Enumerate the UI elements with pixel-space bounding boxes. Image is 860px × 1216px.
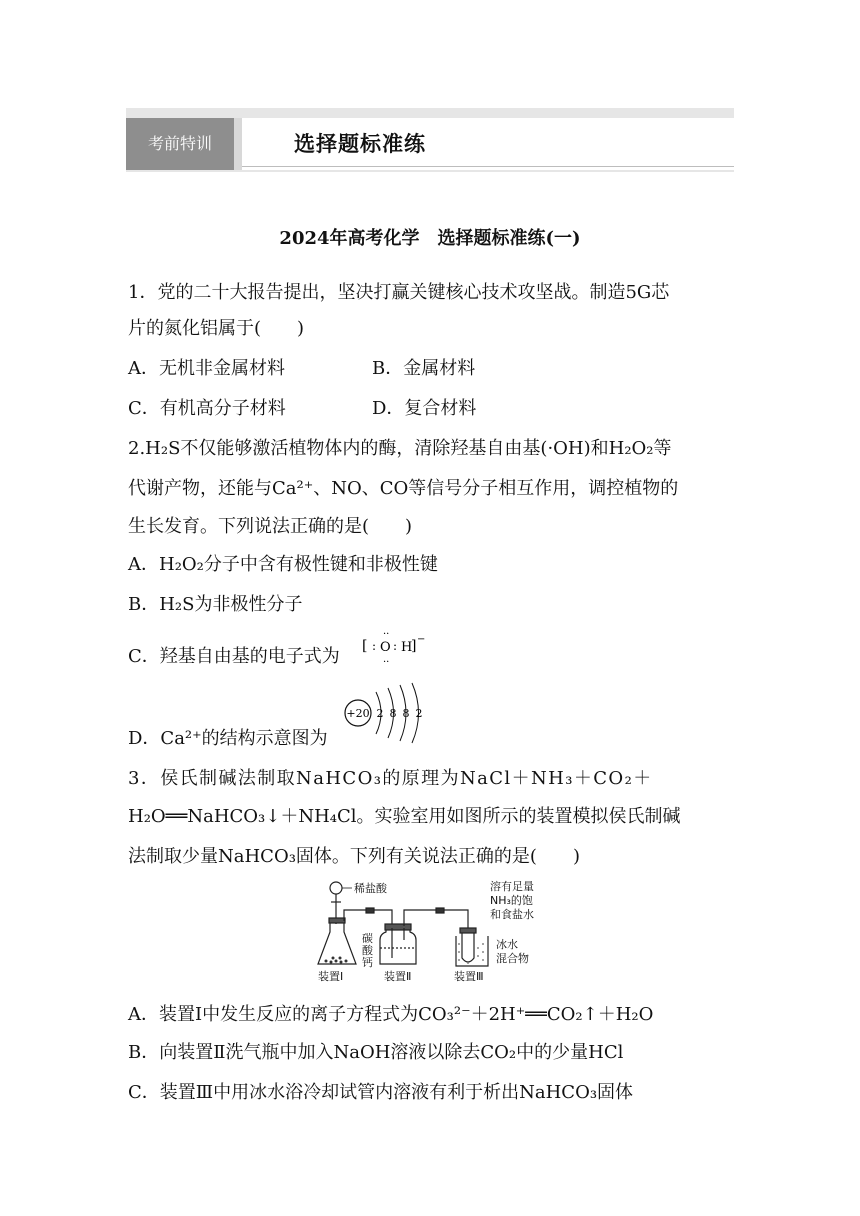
label-caco3-2: 酸 <box>362 944 373 957</box>
shell-electrons-2: 8 <box>389 707 397 720</box>
q3-stem-line3: 法制取少量NaHCO₃固体。下列有关说法正确的是( ) <box>128 846 580 867</box>
label-solution-3: 和食盐水 <box>490 908 534 921</box>
shell-electrons-4: 2 <box>415 707 423 720</box>
label-caco3-1: 碳 <box>362 932 373 945</box>
svg-text::: : <box>372 639 377 653</box>
shell-electrons-1: 2 <box>376 707 384 720</box>
q2-option-a: A．H₂O₂分子中含有极性键和非极性键 <box>128 554 438 575</box>
q2-option-d: D．Ca²⁺的结构示意图为 <box>128 728 328 749</box>
q1-option-b: B．金属材料 <box>372 358 476 379</box>
hydroxyl-lewis-structure <box>360 626 440 670</box>
apparatus-figure <box>300 878 560 984</box>
svg-text:]: ] <box>411 638 417 654</box>
banner-underline <box>242 166 734 167</box>
lewis-oxygen: O <box>380 640 391 655</box>
label-ice-water-2: 混合物 <box>496 952 529 965</box>
section-banner <box>126 108 734 172</box>
q2-option-c: C．羟基自由基的电子式为 <box>128 646 340 667</box>
label-caco3-3: 钙 <box>362 956 373 969</box>
q3-option-c: C．装置Ⅲ中用冰水浴冷却试管内溶液有利于析出NaHCO₃固体 <box>128 1082 634 1103</box>
svg-text:··: ·· <box>383 629 390 640</box>
svg-text::: : <box>393 639 398 653</box>
lewis-hydrogen: H <box>401 640 413 655</box>
label-device-1: 装置Ⅰ <box>318 970 344 983</box>
test-tube <box>462 932 474 962</box>
q2-stem-line3: 生长发育。下列说法正确的是( ) <box>128 516 413 537</box>
q1-stem-line2: 片的氮化铝属于( ) <box>128 318 305 339</box>
label-device-3: 装置Ⅲ <box>454 970 484 983</box>
q2-stem-line2: 代谢产物，还能与Ca²⁺、NO、CO等信号分子相互作用，调控植物的 <box>128 478 679 499</box>
q2-stem-line1: 2.H₂S不仅能够激活植物体内的酶，清除羟基自由基(·OH)和H₂O₂等 <box>128 438 672 459</box>
q1-option-a: A．无机非金属材料 <box>128 358 285 379</box>
label-dilute-hcl: 稀盐酸 <box>354 882 387 895</box>
q3-stem-line2: H₂O══NaHCO₃↓＋NH₄Cl。实验室用如图所示的装置模拟侯氏制碱 <box>128 806 681 827</box>
funnel-bulb <box>330 882 342 894</box>
conical-flask <box>318 920 356 964</box>
q2-option-b: B．H₂S为非极性分子 <box>128 594 303 615</box>
svg-text:[: [ <box>362 638 368 654</box>
banner-separator <box>234 118 242 170</box>
q1-stem-line1: 1．党的二十大报告提出，坚决打赢关键核心技术攻坚战。制造5G芯 <box>128 282 670 303</box>
banner-title: 选择题标准练 <box>294 132 426 156</box>
ice-beaker <box>456 936 488 966</box>
label-ice-water-1: 冰水 <box>496 938 518 951</box>
shell-electrons-3: 8 <box>402 707 410 720</box>
lewis-charge: − <box>417 634 426 645</box>
q3-option-b: B．向装置Ⅱ洗气瓶中加入NaOH溶液以除去CO₂中的少量HCl <box>128 1042 624 1063</box>
banner-tag: 考前特训 <box>126 118 234 170</box>
label-device-2: 装置Ⅱ <box>384 970 412 983</box>
calcium-ion-structure-diagram <box>340 682 430 744</box>
q3-stem-line1: 3．侯氏制碱法制取NaHCO₃的原理为NaCl＋NH₃＋CO₂＋ <box>128 768 653 789</box>
label-solution-1: 溶有足量 <box>490 880 534 893</box>
q1-option-d: D．复合材料 <box>372 398 477 419</box>
nucleus-charge: +20 <box>346 707 370 720</box>
washing-bottle <box>380 928 416 964</box>
svg-text:··: ·· <box>383 657 390 668</box>
document-title: 2024年高考化学 选择题标准练(一) <box>279 228 581 249</box>
label-solution-2: NH₃的饱 <box>490 894 533 907</box>
q3-option-a: A．装置Ⅰ中发生反应的离子方程式为CO₃²⁻＋2H⁺══CO₂↑＋H₂O <box>128 1004 654 1025</box>
q1-option-c: C．有机高分子材料 <box>128 398 286 419</box>
